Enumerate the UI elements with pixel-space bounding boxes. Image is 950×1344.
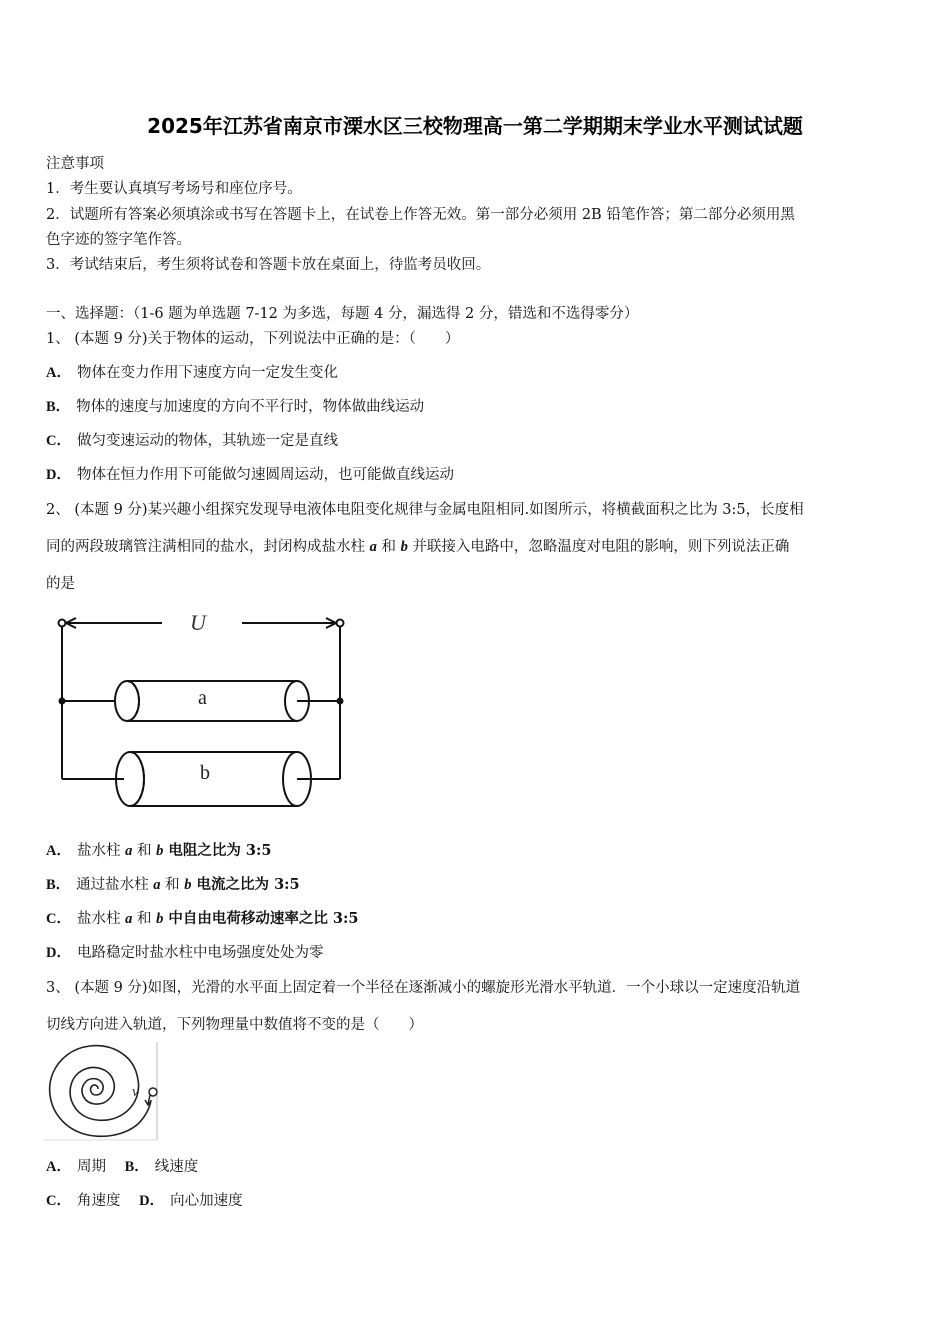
option-text: 电流之比为 3:5 (191, 876, 300, 893)
option-text: 盐水柱 (76, 911, 126, 927)
option-letter: D． (46, 467, 71, 483)
option-text: 通过盐水柱 (76, 877, 154, 893)
option-text: 做匀变速运动的物体，其轨迹一定是直线 (76, 433, 338, 449)
option-letter: B． (46, 877, 71, 893)
option-text: 向心加速度 (170, 1193, 243, 1209)
question-2-stem-line-3: 的是 (46, 576, 75, 592)
question-2-option-d[interactable] (46, 941, 323, 962)
question-3-option-d[interactable] (139, 1193, 242, 1209)
question-3-options-row-1 (46, 1155, 198, 1176)
section-heading: 一、选择题：（1-6 题为单选题 7-12 为多选，每题 4 分，漏选得 2 分，错选和不选得零分） (46, 306, 639, 322)
velocity-label: v (132, 1084, 139, 1100)
option-text: 物体在恒力作用下可能做匀速圆周运动，也可能做直线运动 (76, 467, 454, 483)
option-text: 和 (132, 911, 157, 927)
question-1-option-c[interactable] (46, 429, 338, 450)
option-text: 电阻之比为 3:5 (163, 842, 272, 859)
notice-item-2: 2．试题所有答案必须填涂或书写在答题卡上，在试卷上作答无效。第一部分必须用 2B 铅笔作答；第二部分必须用黑 (46, 207, 795, 223)
question-1-option-a[interactable] (46, 361, 338, 382)
option-letter: C． (46, 911, 71, 927)
option-text: 和 (132, 843, 157, 859)
question-2-stem-line-1: 2、 (本题 9 分)某兴趣小组探究发现导电液体电阻变化规律与金属电阻相同.如图所示，将横截面积之比为 3:5，长度相 (46, 502, 804, 518)
question-1-option-d[interactable] (46, 463, 454, 484)
var-a: a (369, 539, 377, 555)
stem-text: 同的两段玻璃管注满相同的盐水，封闭构成盐水柱 (46, 539, 370, 555)
question-2-option-a[interactable] (46, 839, 271, 860)
question-1-option-b[interactable] (46, 395, 424, 416)
var-b: b (184, 877, 192, 893)
var-a: a (153, 877, 161, 893)
question-3-stem-line-1: 3、 (本题 9 分)如图，光滑的水平面上固定着一个半径在逐渐减小的螺旋形光滑水平轨道．一个小球以一定速度沿轨道 (46, 980, 801, 996)
option-letter: C． (46, 1193, 71, 1209)
spiral-track-figure (44, 1040, 160, 1142)
question-3-stem-line-2: 切线方向进入轨道，下列物理量中数值将不变的是（ ） (46, 1017, 423, 1033)
question-2-option-b[interactable] (46, 873, 300, 894)
question-1-stem: 1、 (本题 9 分)关于物体的运动，下列说法中正确的是：（ ） (46, 331, 460, 347)
option-letter: B． (124, 1159, 149, 1175)
spiral-track-icon (44, 1040, 160, 1142)
option-letter: A． (46, 843, 71, 859)
question-3-option-a[interactable] (46, 1159, 106, 1175)
question-3-options-row-2 (46, 1189, 243, 1210)
option-letter: C． (46, 433, 71, 449)
stem-text: 并联接入电路中，忽略温度对电阻的影响，则下列说法正确 (407, 539, 790, 555)
var-b: b (156, 911, 164, 927)
option-text: 和 (160, 877, 185, 893)
question-3-option-c[interactable] (46, 1193, 120, 1209)
option-text: 物体在变力作用下速度方向一定发生变化 (76, 365, 338, 381)
question-3-option-b[interactable] (125, 1159, 199, 1175)
option-letter: D． (46, 945, 71, 961)
option-text: 线速度 (154, 1159, 199, 1175)
tube-b-label: b (200, 762, 210, 784)
option-text: 中自由电荷移动速率之比 3:5 (163, 910, 359, 927)
notice-heading: 注意事项 (46, 156, 104, 172)
option-text: 物体的速度与加速度的方向不平行时，物体做曲线运动 (76, 399, 425, 415)
var-a: a (125, 843, 133, 859)
tube-a-label: a (198, 687, 207, 709)
option-text: 角速度 (76, 1193, 121, 1209)
notice-item-3: 3．考试结束后，考生须将试卷和答题卡放在桌面上，待监考员收回。 (46, 257, 491, 273)
option-letter: B． (46, 399, 71, 415)
page-title: 2025年江苏省南京市溧水区三校物理高一第二学期期末学业水平测试试题 (147, 114, 803, 138)
var-a: a (125, 911, 133, 927)
voltage-label: U (190, 610, 206, 635)
option-letter: A． (46, 365, 71, 381)
option-text: 周期 (76, 1159, 106, 1175)
option-text: 盐水柱 (76, 843, 126, 859)
option-letter: D． (139, 1193, 165, 1209)
option-letter: A． (46, 1159, 71, 1175)
option-text: 电路稳定时盐水柱中电场强度处处为零 (76, 945, 324, 961)
circuit-diagram (52, 608, 352, 823)
notice-item-1: 1．考生要认真填写考场号和座位序号。 (46, 181, 302, 197)
stem-text: 和 (376, 539, 401, 555)
notice-item-2-cont: 色字迹的签字笔作答。 (46, 232, 191, 248)
question-2-option-c[interactable] (46, 907, 358, 928)
question-2-stem-line-2 (46, 535, 789, 556)
parallel-tubes-circuit-icon (52, 608, 352, 823)
var-b: b (156, 843, 164, 859)
var-b: b (400, 539, 408, 555)
